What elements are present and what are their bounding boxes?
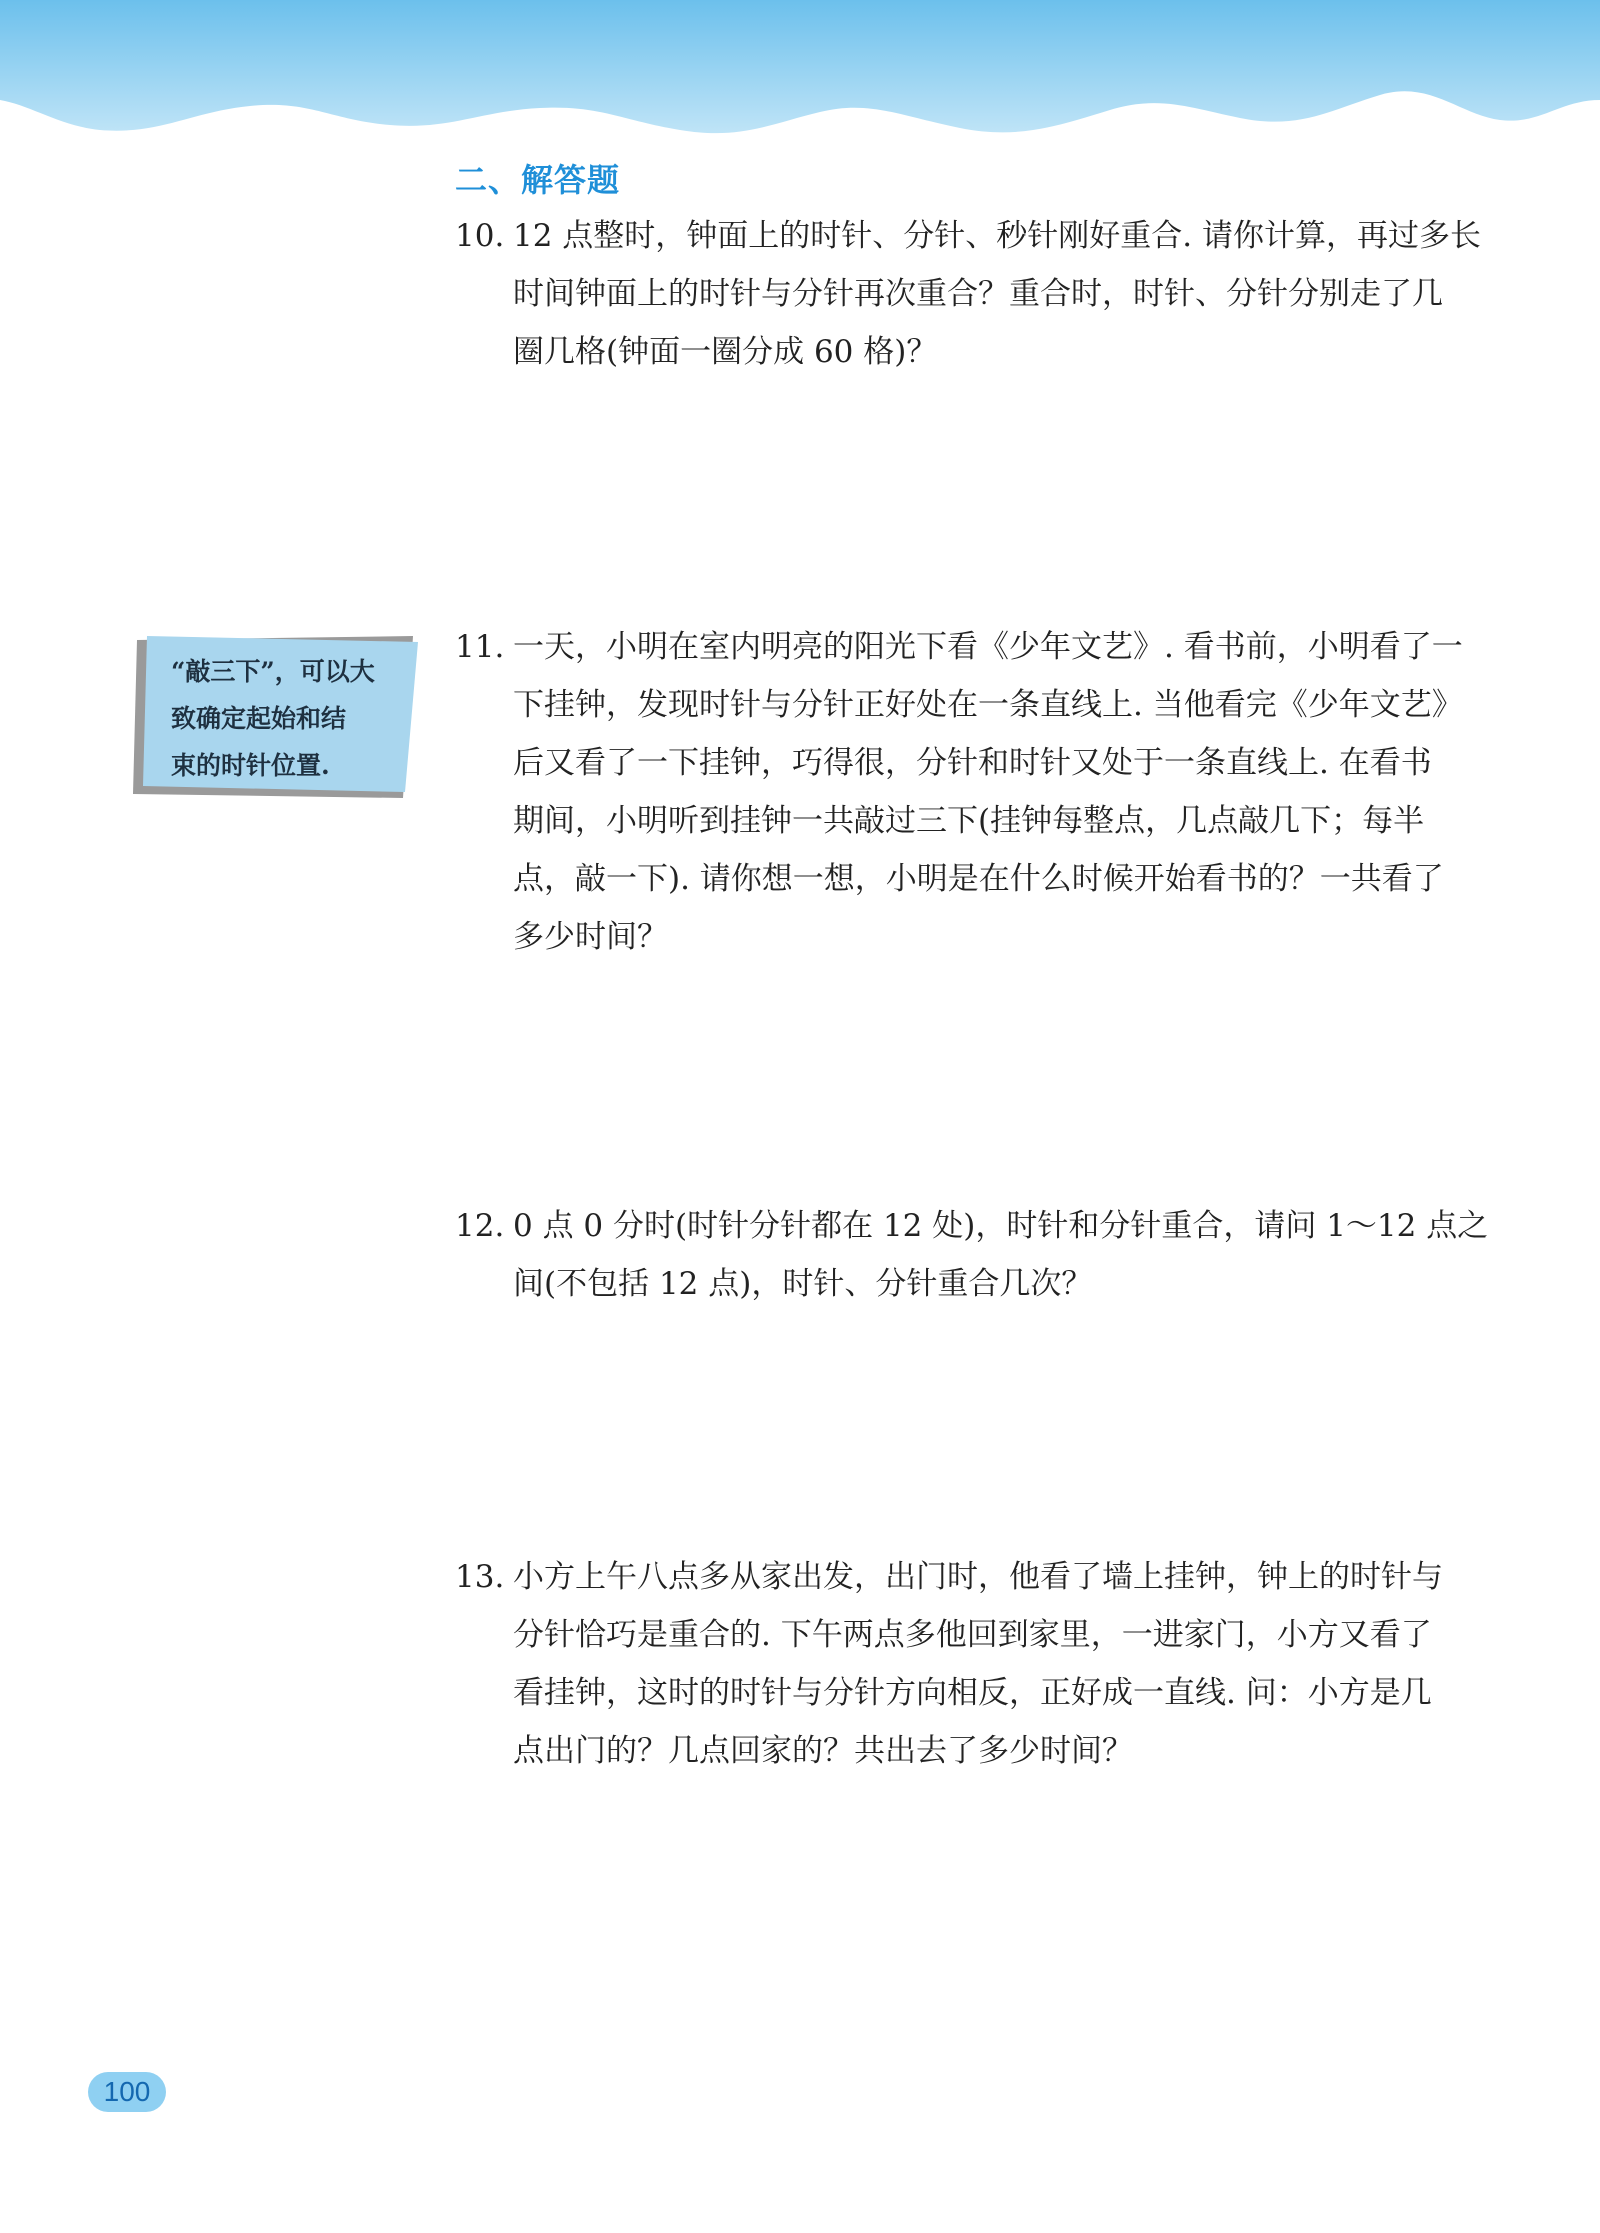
tip-text bbox=[171, 648, 411, 789]
question-line: 后又看了一下挂钟，巧得很，分针和时针又处于一条直线上. 在看书 bbox=[513, 745, 1432, 781]
tip-line: 束的时针位置. bbox=[171, 751, 330, 780]
question-line: 期间，小明听到挂钟一共敲过三下(挂钟每整点，几点敲几下；每半 bbox=[513, 803, 1425, 839]
question-text: 小方上午八点多从家出发，出门时，他看了墙上挂钟，钟上的时针与 bbox=[513, 1559, 1443, 1595]
question-10 bbox=[455, 207, 1482, 381]
section-title: 二、解答题 bbox=[455, 161, 621, 199]
tip-line: “敲三下”，可以大 bbox=[171, 657, 375, 686]
question-11 bbox=[455, 618, 1475, 966]
question-line: 分针恰巧是重合的. 下午两点多他回到家里，一进家门，小方又看了 bbox=[513, 1617, 1432, 1653]
question-line bbox=[455, 1197, 1489, 1255]
question-number: 11. bbox=[455, 629, 505, 665]
question-line bbox=[455, 1548, 1475, 1606]
question-number: 13. bbox=[455, 1559, 505, 1595]
question-line: 时间钟面上的时针与分针再次重合？重合时，时针、分针分别走了几 bbox=[513, 276, 1443, 312]
tip-line: 致确定起始和结 bbox=[171, 704, 347, 733]
question-text: 一天，小明在室内明亮的阳光下看《少年文艺》. 看书前，小明看了一 bbox=[513, 629, 1463, 665]
header-cloud-band bbox=[0, 0, 1600, 170]
question-line: 圈几格(钟面一圈分成 60 格)？ bbox=[513, 334, 938, 370]
question-line: 下挂钟，发现时针与分针正好处在一条直线上. 当他看完《少年文艺》 bbox=[513, 687, 1463, 723]
cloud-decoration-icon bbox=[0, 0, 1600, 170]
question-line: 间(不包括 12 点)，时针、分针重合几次？ bbox=[513, 1266, 1093, 1302]
question-12 bbox=[455, 1197, 1489, 1313]
question-line: 多少时间？ bbox=[513, 919, 668, 955]
question-text: 0 点 0 分时(时针分针都在 12 处)，时针和分针重合，请问 1～12 点之 bbox=[513, 1208, 1489, 1244]
question-text: 12 点整时，钟面上的时针、分针、秒针刚好重合. 请你计算，再过多长 bbox=[513, 218, 1482, 254]
question-number: 12. bbox=[455, 1208, 505, 1244]
question-13 bbox=[455, 1548, 1475, 1780]
page-number: 100 bbox=[88, 2072, 166, 2112]
question-number: 10. bbox=[455, 218, 505, 254]
question-line: 点，敲一下). 请你想一想，小明是在什么时候开始看书的？一共看了 bbox=[513, 861, 1444, 897]
question-line bbox=[455, 618, 1475, 676]
question-line: 点出门的？几点回家的？共出去了多少时间？ bbox=[513, 1733, 1133, 1769]
tip-note bbox=[133, 636, 418, 798]
question-line: 看挂钟，这时的时针与分针方向相反，正好成一直线. 问：小方是几 bbox=[513, 1675, 1432, 1711]
question-line bbox=[455, 207, 1482, 265]
